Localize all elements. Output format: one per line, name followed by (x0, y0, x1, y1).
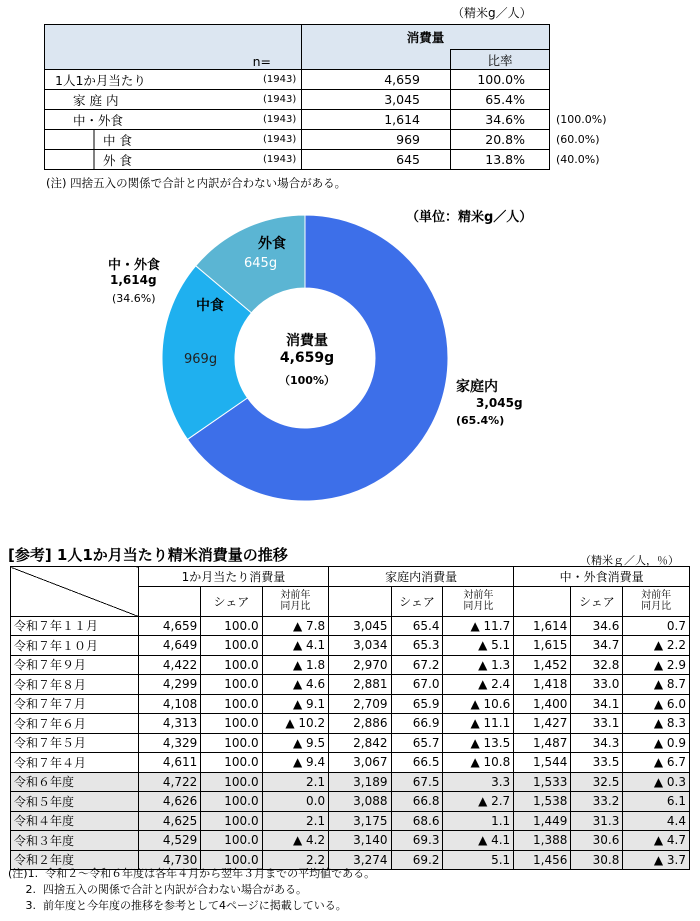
value-cell: 1.1 (443, 811, 514, 831)
value-cell: ▲ 9.1 (262, 694, 329, 714)
period-cell: 令和４年度 (11, 811, 139, 831)
mid-pct: (34.6%) (112, 292, 156, 305)
center-title: 消費量 (286, 333, 328, 349)
value-cell: 100.0 (201, 850, 262, 870)
value-cell: 4,625 (138, 811, 200, 831)
period-cell: 令和７年４月 (11, 753, 139, 773)
value-cell: 33.1 (571, 714, 623, 734)
value-cell: 66.8 (391, 792, 443, 812)
value-cell: 2.1 (262, 772, 329, 792)
period-cell: 令和５年度 (11, 792, 139, 812)
value-cell: ▲ 10.8 (443, 753, 514, 773)
value-cell: 4,611 (138, 753, 200, 773)
value-cell: 4,730 (138, 850, 200, 870)
period-cell: 令和７年１１月 (11, 616, 139, 636)
value-cell: ▲ 8.3 (623, 714, 690, 734)
share-header: シェア (391, 586, 443, 616)
value-cell: 100.0 (201, 655, 262, 675)
value-cell: 2,970 (329, 655, 391, 675)
value-cell: ▲ 2.4 (443, 675, 514, 695)
value-cell: 100.0 (201, 811, 262, 831)
value-cell: ▲ 0.3 (623, 772, 690, 792)
chart-unit: （単位：精米g／人） (406, 210, 533, 225)
table-note: (注) 四捨五入の関係で合計と内訳が合わない場合がある。 (46, 176, 347, 190)
value-cell: 65.3 (391, 636, 443, 656)
table-row (11, 655, 690, 675)
value-cell: 3,088 (329, 792, 391, 812)
value-cell: 2,886 (329, 714, 391, 734)
table-row (11, 792, 690, 812)
value-cell: ▲ 9.5 (262, 733, 329, 753)
table-row (11, 694, 690, 714)
value-cell: ▲ 10.6 (443, 694, 514, 714)
value-cell: 3,274 (329, 850, 391, 870)
value-cell: ▲ 2.9 (623, 655, 690, 675)
period-cell: 令和６年度 (11, 772, 139, 792)
value-cell: 33.0 (571, 675, 623, 695)
value-cell: 1,452 (514, 655, 571, 675)
value-cell: 1,538 (514, 792, 571, 812)
summary-table (44, 24, 550, 170)
period-cell: 令和７年７月 (11, 694, 139, 714)
value-cell: 2,842 (329, 733, 391, 753)
value-cell: ▲ 1.3 (443, 655, 514, 675)
center-value: 4,659g (279, 350, 335, 366)
side-pct: (100.0%) (556, 113, 607, 126)
value-cell: 2.1 (262, 811, 329, 831)
value-cell: 30.8 (571, 850, 623, 870)
value-cell: 67.0 (391, 675, 443, 695)
period-cell: 令和３年度 (11, 831, 139, 851)
value-cell: 5.1 (443, 850, 514, 870)
value-cell: 66.9 (391, 714, 443, 734)
value-cell: 34.3 (571, 733, 623, 753)
side-pct: (40.0%) (556, 153, 600, 166)
value-cell: ▲ 2.7 (443, 792, 514, 812)
period-cell: 令和７年６月 (11, 714, 139, 734)
nakashoku-label: 中食 (196, 298, 224, 314)
center-pct: （100%） (279, 374, 335, 387)
value-cell: 100.0 (201, 675, 262, 695)
value-cell: 4,626 (138, 792, 200, 812)
value-cell: ▲ 10.2 (262, 714, 329, 734)
value-cell: 100.0 (201, 714, 262, 734)
value-cell: 32.8 (571, 655, 623, 675)
value-cell: 1,418 (514, 675, 571, 695)
value-cell: 65.4 (391, 616, 443, 636)
table-row (11, 714, 690, 734)
value-cell: 3,189 (329, 772, 391, 792)
period-cell: 令和７年９月 (11, 655, 139, 675)
value-cell: 66.5 (391, 753, 443, 773)
gaishoku-value: 645g (244, 256, 278, 271)
value-cell: 1,544 (514, 753, 571, 773)
value-cell: 1,487 (514, 733, 571, 753)
value-cell: 33.5 (571, 753, 623, 773)
value-cell: 100.0 (201, 616, 262, 636)
value-cell: 68.6 (391, 811, 443, 831)
table-row (11, 753, 690, 773)
consumption-header: 消費量 (302, 25, 550, 50)
ref-notes: (注)1. 令和２～令和６年度は各年４月から翌年３月までの平均値である。 2. 四捨五入の関係で合計と内訳が合わない場合がある。 3. 前年度と今年度の推移を参考として4ページに掲載している。 (8, 867, 376, 912)
value-cell: 4,313 (138, 714, 200, 734)
value-cell: ▲ 3.7 (623, 850, 690, 870)
home-value: 3,045g (476, 396, 523, 410)
value-cell: 4,108 (138, 694, 200, 714)
value-cell: 0.0 (262, 792, 329, 812)
value-cell: 34.1 (571, 694, 623, 714)
value-cell: 1,615 (514, 636, 571, 656)
group-header: 家庭内消費量 (329, 567, 514, 587)
value-cell: 100.0 (201, 694, 262, 714)
value-cell: 6.1 (623, 792, 690, 812)
value-cell: ▲ 8.7 (623, 675, 690, 695)
value-cell: 100.0 (201, 733, 262, 753)
nakashoku-value: 969g (184, 352, 218, 367)
ref-title: [参考] 1人1か月当たり精米消費量の推移 (8, 546, 288, 564)
value-cell: 4.4 (623, 811, 690, 831)
table-row: 中 食 (1943) 969 20.8% (45, 130, 550, 150)
value-cell: 2.2 (262, 850, 329, 870)
period-cell: 令和７年１０月 (11, 636, 139, 656)
value-cell: 3,045 (329, 616, 391, 636)
table-row: 1人1か月当たり (1943) 4,659 100.0% (45, 70, 550, 90)
value-cell: 4,299 (138, 675, 200, 695)
value-cell: 33.2 (571, 792, 623, 812)
group-header: 中・外食消費量 (514, 567, 690, 587)
value-cell: ▲ 5.1 (443, 636, 514, 656)
yoy-header: 対前年 同月比 (262, 586, 329, 616)
value-cell: 65.9 (391, 694, 443, 714)
value-cell: 100.0 (201, 636, 262, 656)
value-cell: ▲ 4.7 (623, 831, 690, 851)
value-cell: 32.5 (571, 772, 623, 792)
value-cell: 1,449 (514, 811, 571, 831)
value-cell: 1,456 (514, 850, 571, 870)
value-cell: 100.0 (201, 792, 262, 812)
ratio-header: 比率 (451, 50, 550, 70)
value-cell: 67.2 (391, 655, 443, 675)
value-cell: ▲ 4.1 (443, 831, 514, 851)
value-cell: 30.6 (571, 831, 623, 851)
table-row (11, 675, 690, 695)
value-cell: 65.7 (391, 733, 443, 753)
value-cell: ▲ 9.4 (262, 753, 329, 773)
period-cell: 令和７年５月 (11, 733, 139, 753)
value-cell: 3.3 (443, 772, 514, 792)
value-cell: ▲ 2.2 (623, 636, 690, 656)
value-cell: ▲ 1.8 (262, 655, 329, 675)
value-cell: ▲ 4.1 (262, 636, 329, 656)
value-cell: 3,140 (329, 831, 391, 851)
n-header: n= (45, 25, 302, 70)
yoy-header: 対前年 同月比 (623, 586, 690, 616)
side-pct: (60.0%) (556, 133, 600, 146)
table-row: 家 庭 内 (1943) 3,045 65.4% (45, 90, 550, 110)
value-cell: ▲ 11.1 (443, 714, 514, 734)
value-cell: 4,529 (138, 831, 200, 851)
table-row (11, 811, 690, 831)
table-row (11, 636, 690, 656)
table-row (11, 772, 690, 792)
value-cell: 0.7 (623, 616, 690, 636)
value-cell: 3,034 (329, 636, 391, 656)
gaishoku-label: 外食 (258, 236, 286, 252)
share-header: シェア (201, 586, 262, 616)
mid-label: 中・外食 (108, 258, 161, 273)
value-cell: 4,659 (138, 616, 200, 636)
value-cell: 69.2 (391, 850, 443, 870)
value-cell: 4,722 (138, 772, 200, 792)
value-cell: 3,067 (329, 753, 391, 773)
value-cell: 67.5 (391, 772, 443, 792)
value-cell: ▲ 6.7 (623, 753, 690, 773)
period-cell: 令和２年度 (11, 850, 139, 870)
share-header: シェア (571, 586, 623, 616)
value-cell: 4,649 (138, 636, 200, 656)
value-cell: ▲ 11.7 (443, 616, 514, 636)
value-cell: 4,422 (138, 655, 200, 675)
value-cell: 4,329 (138, 733, 200, 753)
home-pct: (65.4%) (456, 414, 505, 427)
value-cell: ▲ 0.9 (623, 733, 690, 753)
ref-unit: （精米ｇ／人，％） (580, 554, 679, 567)
value-cell: 100.0 (201, 831, 262, 851)
value-cell: 31.3 (571, 811, 623, 831)
value-cell: 1,427 (514, 714, 571, 734)
table-row (11, 831, 690, 851)
value-cell: 34.6 (571, 616, 623, 636)
value-cell: 1,400 (514, 694, 571, 714)
value-cell: 3,175 (329, 811, 391, 831)
corner-cell (11, 567, 139, 617)
value-cell: 1,533 (514, 772, 571, 792)
table-row: 中・外食 (1943) 1,614 34.6% (45, 110, 550, 130)
home-label: 家庭内 (456, 379, 498, 395)
value-cell: 69.3 (391, 831, 443, 851)
value-cell: ▲ 7.8 (262, 616, 329, 636)
value-cell: ▲ 6.0 (623, 694, 690, 714)
value-cell: ▲ 4.6 (262, 675, 329, 695)
value-cell: 1,614 (514, 616, 571, 636)
period-cell: 令和７年８月 (11, 675, 139, 695)
value-cell: 2,709 (329, 694, 391, 714)
table-row (11, 733, 690, 753)
value-cell: ▲ 4.2 (262, 831, 329, 851)
group-header: 1か月当たり消費量 (138, 567, 328, 587)
value-cell: 34.7 (571, 636, 623, 656)
value-cell: 1,388 (514, 831, 571, 851)
table-row: 外 食 (1943) 645 13.8% (45, 150, 550, 170)
trend-table (10, 566, 690, 870)
value-cell: 100.0 (201, 753, 262, 773)
table-row (11, 616, 690, 636)
mid-value: 1,614g (110, 273, 157, 287)
value-cell: 100.0 (201, 772, 262, 792)
value-cell: ▲ 13.5 (443, 733, 514, 753)
yoy-header: 対前年 同月比 (443, 586, 514, 616)
unit-label: （精米g／人） (452, 6, 532, 20)
value-cell: 2,881 (329, 675, 391, 695)
